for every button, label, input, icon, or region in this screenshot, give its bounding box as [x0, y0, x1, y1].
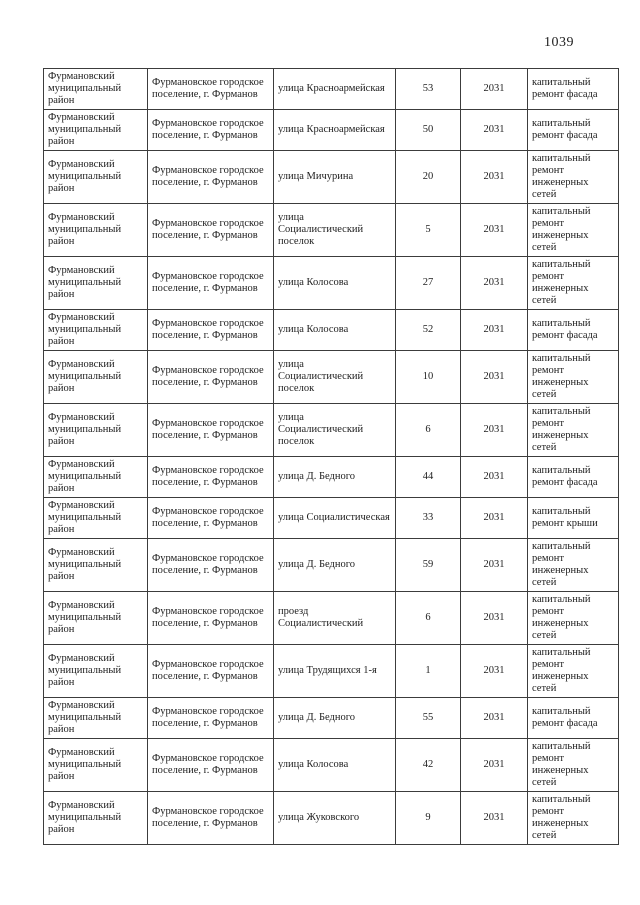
cell-settlement: Фурмановское городское поселение, г. Фурманов: [148, 539, 274, 592]
cell-street: проезд Социалистический: [274, 592, 396, 645]
table-row: [44, 151, 619, 204]
cell-street: улица Жуковского: [274, 792, 396, 845]
cell-year: 2031: [461, 592, 528, 645]
page-number: 1039: [544, 35, 574, 50]
cell-settlement: Фурмановское городское поселение, г. Фурманов: [148, 792, 274, 845]
cell-work: капитальный ремонт инженерных сетей: [528, 645, 619, 698]
cell-settlement: Фурмановское городское поселение, г. Фурманов: [148, 698, 274, 739]
cell-district: Фурмановский муниципальный район: [44, 69, 148, 110]
cell-year: 2031: [461, 351, 528, 404]
cell-count: 42: [396, 739, 461, 792]
cell-settlement: Фурмановское городское поселение, г. Фурманов: [148, 351, 274, 404]
table-body: [44, 69, 619, 845]
cell-count: 53: [396, 69, 461, 110]
table-row: [44, 645, 619, 698]
cell-work: капитальный ремонт инженерных сетей: [528, 592, 619, 645]
cell-street: улица Красноармейская: [274, 110, 396, 151]
cell-district: Фурмановский муниципальный район: [44, 351, 148, 404]
table-row: [44, 739, 619, 792]
cell-district: Фурмановский муниципальный район: [44, 539, 148, 592]
cell-district: Фурмановский муниципальный район: [44, 498, 148, 539]
cell-year: 2031: [461, 539, 528, 592]
cell-year: 2031: [461, 498, 528, 539]
cell-street: улица Д. Бедного: [274, 698, 396, 739]
cell-district: Фурмановский муниципальный район: [44, 404, 148, 457]
cell-year: 2031: [461, 792, 528, 845]
cell-work: капитальный ремонт крыши: [528, 498, 619, 539]
cell-work: капитальный ремонт фасада: [528, 110, 619, 151]
cell-street: улица Трудящихся 1-я: [274, 645, 396, 698]
cell-count: 27: [396, 257, 461, 310]
cell-work: капитальный ремонт фасада: [528, 457, 619, 498]
cell-year: 2031: [461, 698, 528, 739]
cell-work: капитальный ремонт инженерных сетей: [528, 151, 619, 204]
cell-street: улица Колосова: [274, 739, 396, 792]
cell-street: улица Социалистический поселок: [274, 351, 396, 404]
cell-settlement: Фурмановское городское поселение, г. Фурманов: [148, 204, 274, 257]
cell-work: капитальный ремонт фасада: [528, 69, 619, 110]
table-row: [44, 698, 619, 739]
cell-year: 2031: [461, 110, 528, 151]
cell-district: Фурмановский муниципальный район: [44, 457, 148, 498]
cell-year: 2031: [461, 404, 528, 457]
cell-settlement: Фурмановское городское поселение, г. Фурманов: [148, 645, 274, 698]
cell-work: капитальный ремонт инженерных сетей: [528, 739, 619, 792]
table-row: [44, 310, 619, 351]
cell-count: 1: [396, 645, 461, 698]
cell-settlement: Фурмановское городское поселение, г. Фурманов: [148, 310, 274, 351]
cell-settlement: Фурмановское городское поселение, г. Фурманов: [148, 404, 274, 457]
cell-settlement: Фурмановское городское поселение, г. Фурманов: [148, 257, 274, 310]
cell-street: улица Социалистическая: [274, 498, 396, 539]
table-row: [44, 457, 619, 498]
cell-street: улица Д. Бедного: [274, 457, 396, 498]
table-row: [44, 592, 619, 645]
cell-district: Фурмановский муниципальный район: [44, 645, 148, 698]
cell-street: улица Д. Бедного: [274, 539, 396, 592]
cell-year: 2031: [461, 69, 528, 110]
cell-count: 10: [396, 351, 461, 404]
cell-district: Фурмановский муниципальный район: [44, 792, 148, 845]
cell-work: капитальный ремонт инженерных сетей: [528, 351, 619, 404]
cell-year: 2031: [461, 151, 528, 204]
cell-work: капитальный ремонт инженерных сетей: [528, 404, 619, 457]
cell-count: 44: [396, 457, 461, 498]
cell-settlement: Фурмановское городское поселение, г. Фурманов: [148, 739, 274, 792]
cell-street: улица Колосова: [274, 310, 396, 351]
table-row: [44, 404, 619, 457]
cell-count: 5: [396, 204, 461, 257]
cell-work: капитальный ремонт фасада: [528, 310, 619, 351]
table-row: [44, 792, 619, 845]
cell-district: Фурмановский муниципальный район: [44, 204, 148, 257]
cell-district: Фурмановский муниципальный район: [44, 698, 148, 739]
cell-count: 59: [396, 539, 461, 592]
cell-settlement: Фурмановское городское поселение, г. Фурманов: [148, 151, 274, 204]
cell-street: улица Социалистический поселок: [274, 204, 396, 257]
cell-year: 2031: [461, 257, 528, 310]
cell-year: 2031: [461, 457, 528, 498]
cell-settlement: Фурмановское городское поселение, г. Фурманов: [148, 110, 274, 151]
cell-street: улица Социалистический поселок: [274, 404, 396, 457]
cell-street: улица Колосова: [274, 257, 396, 310]
cell-district: Фурмановский муниципальный район: [44, 257, 148, 310]
cell-count: 9: [396, 792, 461, 845]
cell-district: Фурмановский муниципальный район: [44, 310, 148, 351]
cell-year: 2031: [461, 204, 528, 257]
cell-count: 6: [396, 404, 461, 457]
cell-count: 20: [396, 151, 461, 204]
cell-count: 33: [396, 498, 461, 539]
cell-year: 2031: [461, 645, 528, 698]
cell-street: улица Мичурина: [274, 151, 396, 204]
cell-work: капитальный ремонт фасада: [528, 698, 619, 739]
cell-count: 52: [396, 310, 461, 351]
table-row: [44, 539, 619, 592]
cell-work: капитальный ремонт инженерных сетей: [528, 539, 619, 592]
table-row: [44, 110, 619, 151]
cell-district: Фурмановский муниципальный район: [44, 110, 148, 151]
cell-count: 55: [396, 698, 461, 739]
repair-plan-table: [43, 68, 619, 845]
table-row: [44, 351, 619, 404]
cell-district: Фурмановский муниципальный район: [44, 592, 148, 645]
cell-count: 50: [396, 110, 461, 151]
cell-settlement: Фурмановское городское поселение, г. Фурманов: [148, 457, 274, 498]
cell-settlement: Фурмановское городское поселение, г. Фурманов: [148, 592, 274, 645]
table-row: [44, 69, 619, 110]
cell-year: 2031: [461, 310, 528, 351]
table-row: [44, 204, 619, 257]
cell-work: капитальный ремонт инженерных сетей: [528, 257, 619, 310]
table-row: [44, 498, 619, 539]
cell-district: Фурмановский муниципальный район: [44, 739, 148, 792]
cell-work: капитальный ремонт инженерных сетей: [528, 204, 619, 257]
cell-year: 2031: [461, 739, 528, 792]
cell-district: Фурмановский муниципальный район: [44, 151, 148, 204]
cell-count: 6: [396, 592, 461, 645]
cell-street: улица Красноармейская: [274, 69, 396, 110]
cell-work: капитальный ремонт инженерных сетей: [528, 792, 619, 845]
cell-settlement: Фурмановское городское поселение, г. Фурманов: [148, 498, 274, 539]
table-row: [44, 257, 619, 310]
cell-settlement: Фурмановское городское поселение, г. Фурманов: [148, 69, 274, 110]
